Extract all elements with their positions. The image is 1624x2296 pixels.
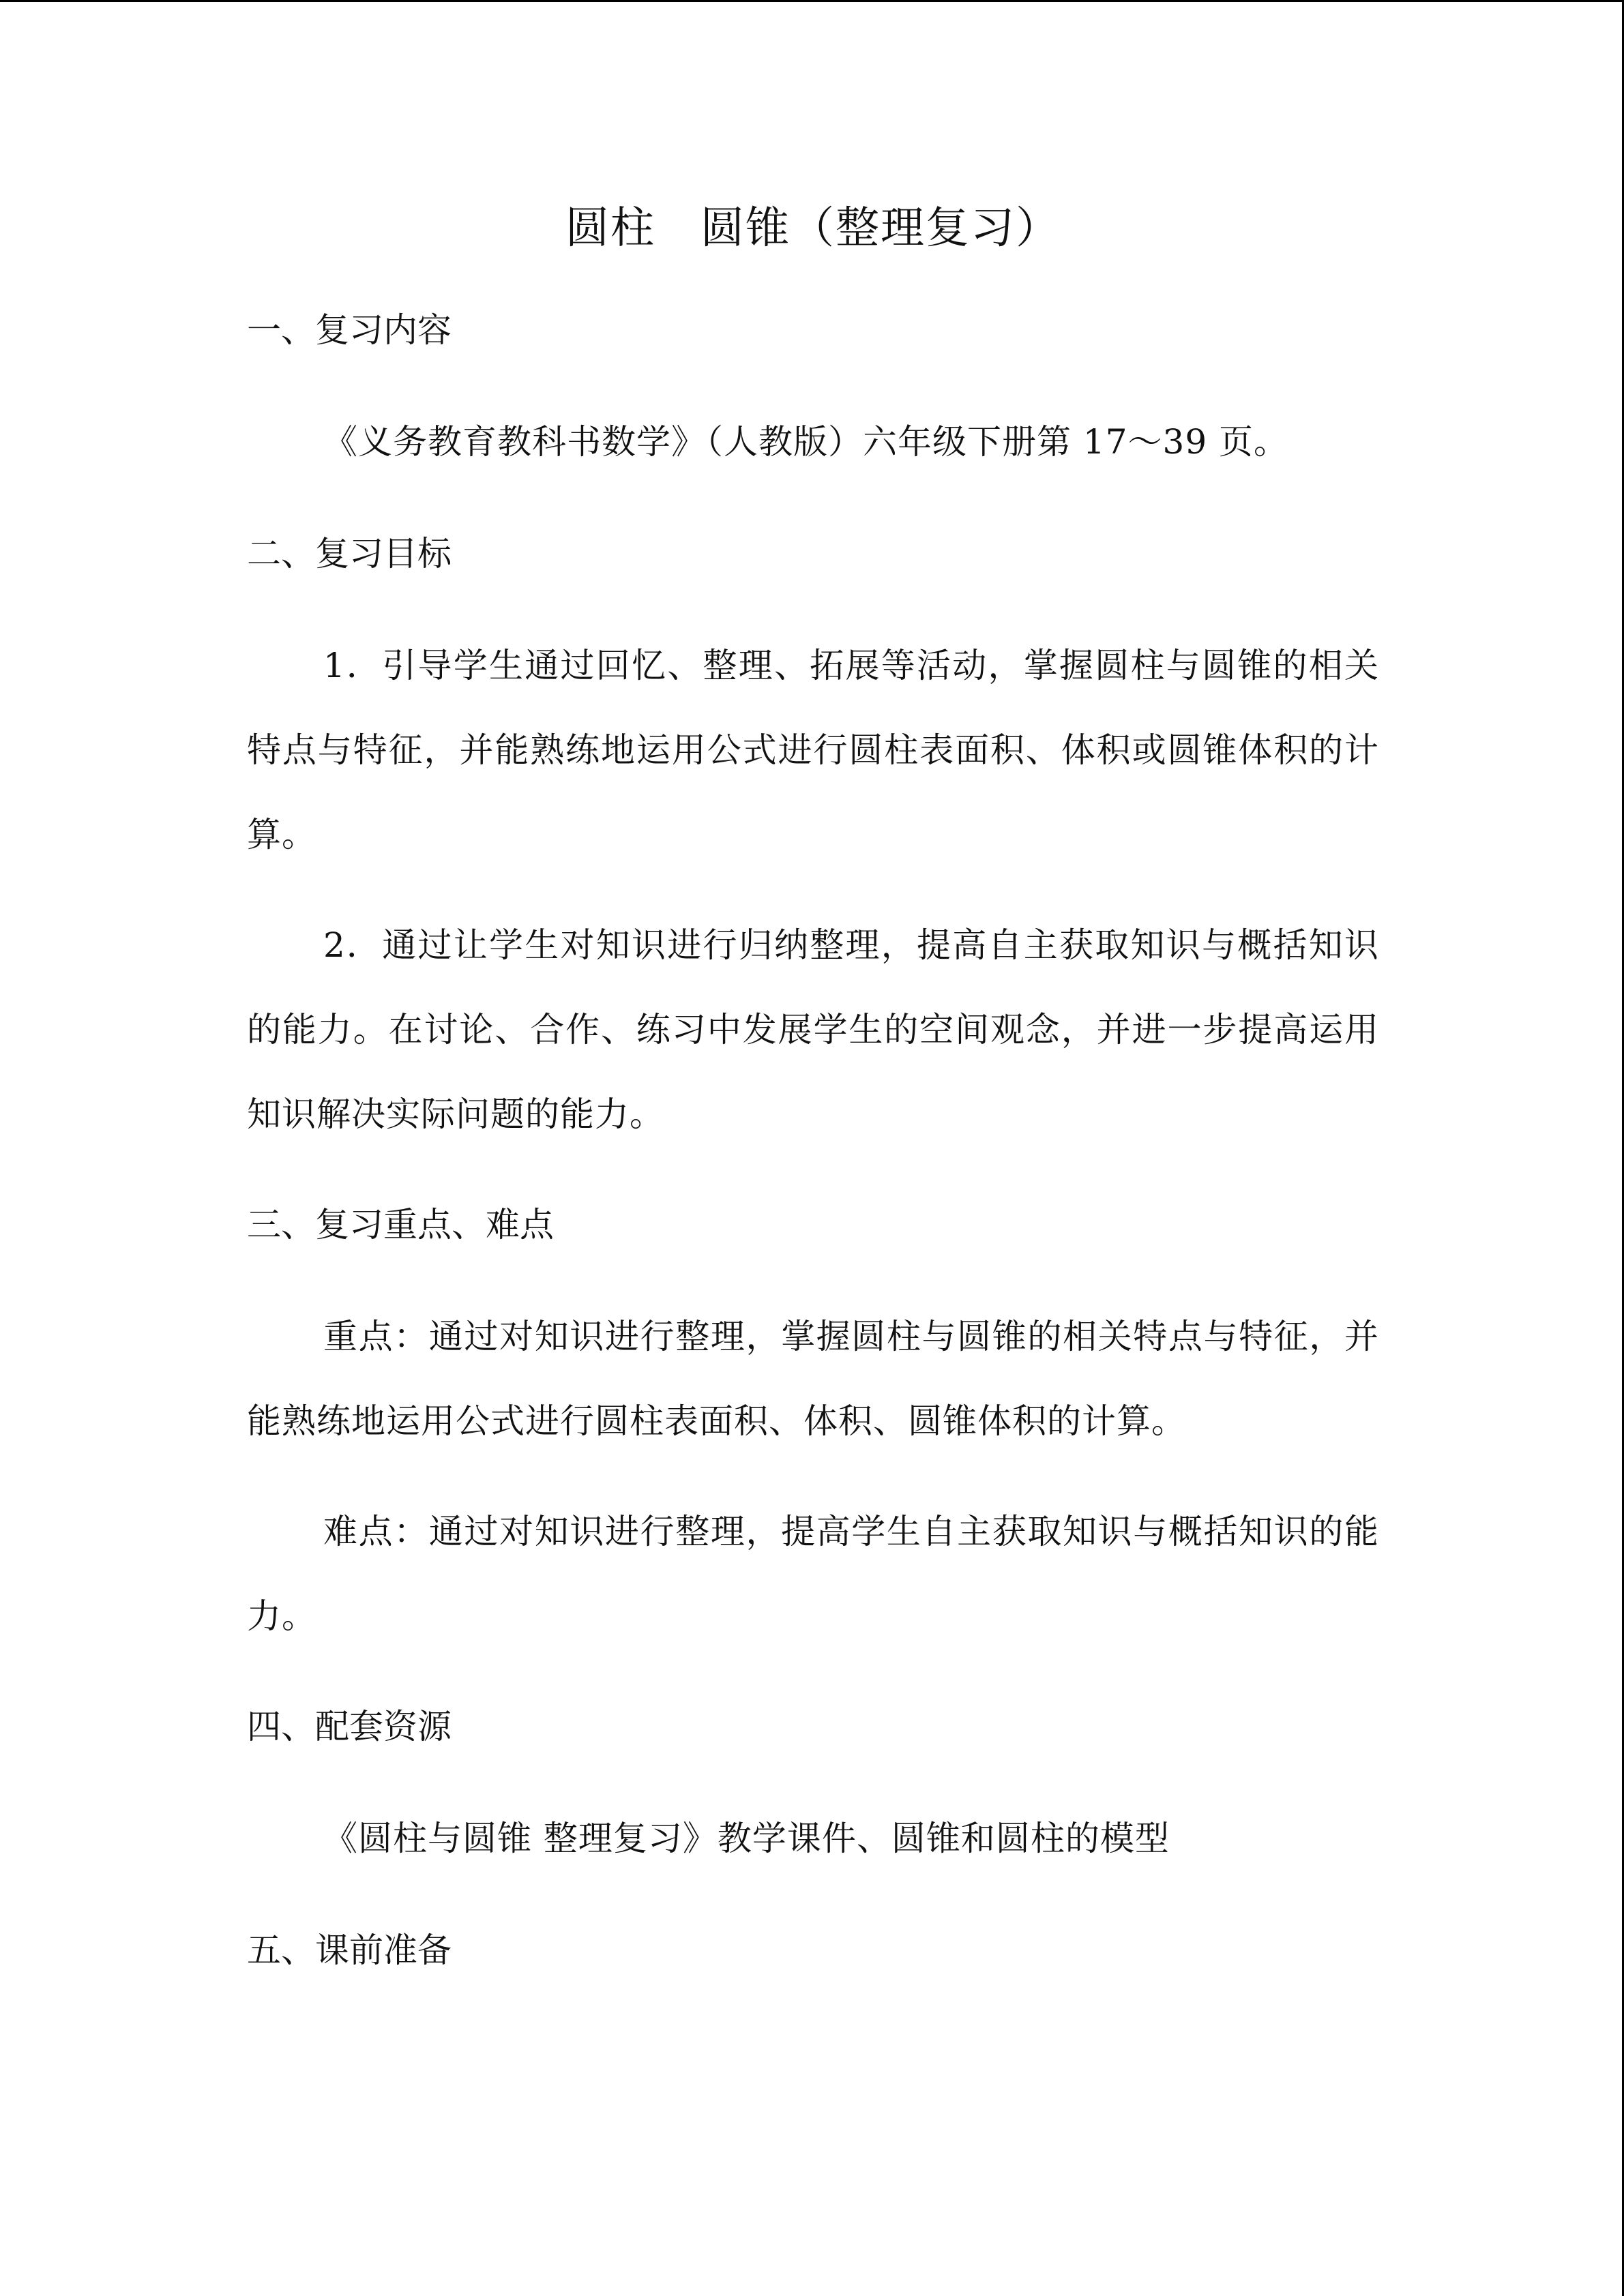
document-body: [247, 198, 1379, 2035]
top-border-line: [0, 0, 1624, 2]
section-heading-goals: 二、复习目标: [247, 534, 452, 573]
focus-paragraph: 重点：通过对知识进行整理，掌握圆柱与圆锥的相关特点与特征，并能熟练地运用公式进行圆柱表面积、体积、圆锥体积的计算。: [247, 1317, 1379, 1441]
section-heading-content: 一、复习内容: [247, 310, 452, 350]
goal-item-2: 2．通过让学生对知识进行归纳整理，提高自主获取知识与概括知识的能力。在讨论、合作、练习中发展学生的空间观念，并进一步提高运用知识解决实际问题的能力。: [247, 925, 1379, 1134]
section-heading-key-points: 三、复习重点、难点: [247, 1205, 554, 1244]
difficulty-paragraph: 难点：通过对知识进行整理，提高学生自主获取知识与概括知识的能力。: [247, 1512, 1379, 1636]
content-paragraph: 《义务教育教科书数学》（人教版）六年级下册第 17～39 页。: [323, 422, 1289, 462]
resources-paragraph: 《圆柱与圆锥 整理复习》教学课件、圆锥和圆柱的模型: [323, 1819, 1170, 1858]
section-heading-preparation: 五、课前准备: [247, 1930, 452, 1970]
goal-item-1: 1．引导学生通过回忆、整理、拓展等活动，掌握圆柱与圆锥的相关特点与特征，并能熟练地运用公式进行圆柱表面积、体积或圆锥体积的计算。: [247, 646, 1379, 854]
document-title: 圆柱 圆锥（整理复习）: [565, 203, 1061, 254]
section-heading-resources: 四、配套资源: [247, 1707, 452, 1746]
